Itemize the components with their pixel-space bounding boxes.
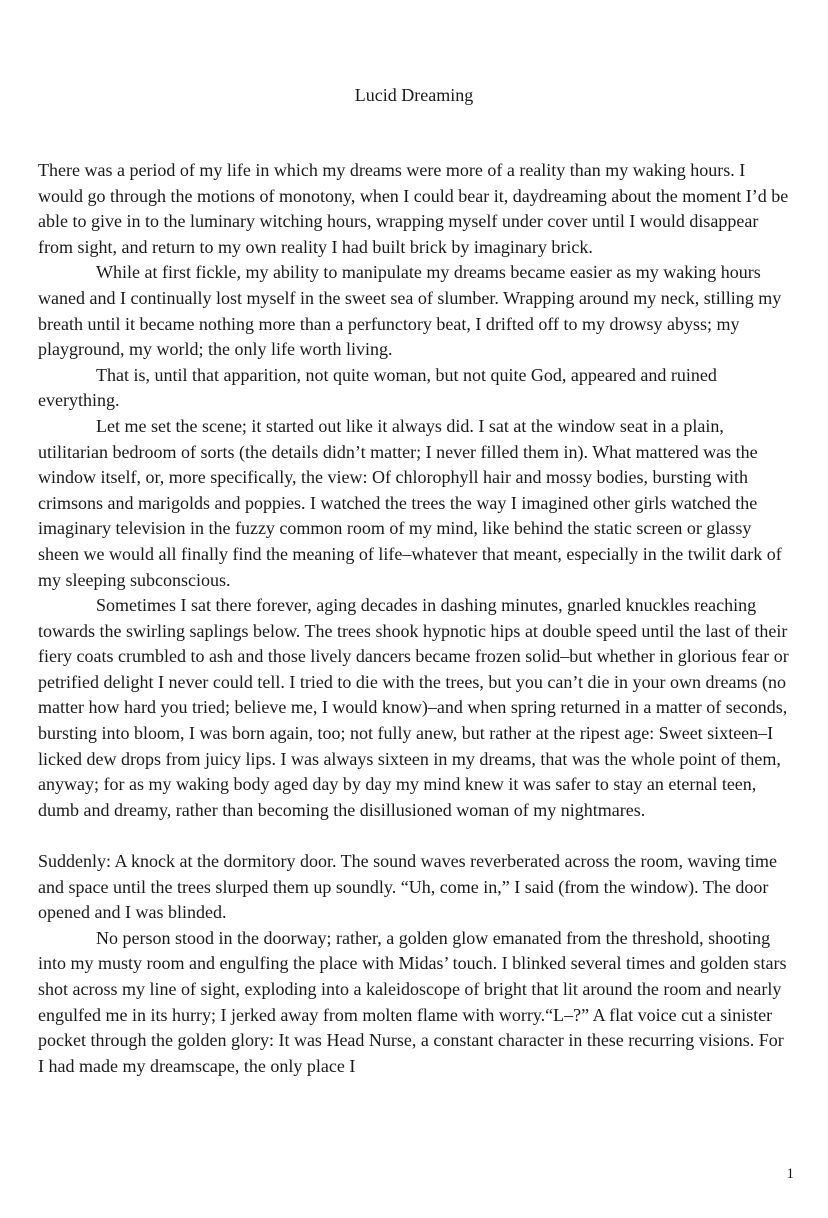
paragraph: Suddenly: A knock at the dormitory door. The sound waves reverberated across the room, waving time and space until the trees slurped them up soundly. “Uh, come in,” I said (from the window). The door opened and I was blinded. (38, 851, 778, 923)
page-number: 1 (786, 1166, 794, 1182)
document-body (38, 158, 790, 1079)
paragraph: That is, until that apparition, not quite woman, but not quite God, appeared and ruined everything. (38, 364, 717, 411)
paragraph: No person stood in the doorway; rather, a golden glow emanated from the threshold, shooting into my musty room and engulfing the place with Midas’ touch. I blinked several times and golden stars shot across my line of sight, exploding into a kaleidoscope of bright that lit around the room and nearly engulfed me in its hurry; I jerked away from molten flame with worry.“L–?” A flat voice cut a sinister pocket through the golden glory: It was Head Nurse, a constant character in these recurring visions. For I had made my dreamscape, the only place I (38, 927, 787, 1076)
paragraph: While at first fickle, my ability to manipulate my dreams became easier as my waking hours waned and I continually lost myself in the sweet sea of slumber. Wrapping around my neck, stilling my breath until it became nothing more than a perfunctory beat, I drifted off to my drowsy abyss; my playground, my world; the only life worth living. (38, 262, 782, 360)
paragraph: There was a period of my life in which my dreams were more of a reality than my waking hours. I would go through the motions of monotony, when I could bear it, daydreaming about the moment I’d be able to give in to the luminary witching hours, wrapping myself under cover until I would disappear from sight, and return to my own reality I had built brick by imaginary brick. (38, 160, 789, 257)
document-title: Lucid Dreaming (354, 85, 474, 105)
paragraph: Let me set the scene; it started out like it always did. I sat at the window seat in a plain, utilitarian bedroom of sorts (the details didn’t matter; I never filled them in). What mattered was the window itself, or, more specifically, the view: Of chlorophyll hair and mossy bodies, bursting with crimsons and marigolds and poppies. I watched the trees the way I imagined other girls watched the imaginary television in the fuzzy common room of my mind, like behind the static screen or glassy sheen we would all finally find the meaning of life–whatever that meant, especially in the twilit dark of my sleeping subconscious. (38, 415, 782, 590)
paragraph: Sometimes I sat there forever, aging decades in dashing minutes, gnarled knuckles reaching towards the swirling saplings below. The trees shook hypnotic hips at double speed until the last of their fiery coats crumbled to ash and those lively dancers became frozen solid–but whether in glorious fear or petrified delight I never could tell. I tried to die with the trees, but you can’t die in your own dreams (no matter how hard you tried; believe me, I would know)–and when spring returned in a matter of seconds, bursting into bloom, I was born again, too; not fully anew, but rather at the ripest age: Sweet sixteen–I licked dew drops from juicy lips. I was always sixteen in my dreams, that was the whole point of them, anyway; for as my waking body aged day by day my mind knew it was safer to stay an eternal teen, dumb and dreamy, rather than becoming the disillusioned woman of my nightmares. (38, 595, 789, 820)
